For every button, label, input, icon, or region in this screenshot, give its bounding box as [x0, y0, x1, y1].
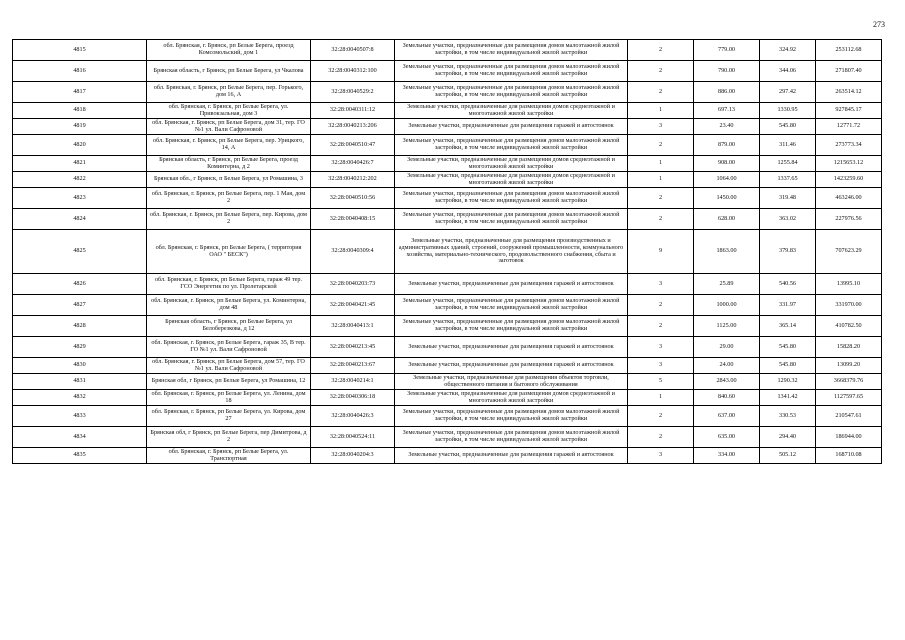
row-specific-value: 331.97 — [760, 295, 816, 316]
row-area: 2843.00 — [694, 374, 760, 390]
row-specific-value: 1330.95 — [760, 103, 816, 119]
row-number: 4827 — [13, 295, 147, 316]
row-specific-value: 330.53 — [760, 406, 816, 427]
row-group-code: 2 — [628, 135, 694, 156]
row-area: 1450.00 — [694, 188, 760, 209]
row-land-use-category: Земельные участки, предназначенные для размещения домов малоэтажной жилой застройки, в том числе индивидуальной жилой застройки — [395, 188, 628, 209]
row-land-use-category: Земельные участки, предназначенные для размещения домов малоэтажной жилой застройки, в том числе индивидуальной жилой застройки — [395, 406, 628, 427]
cadastral-value-table — [12, 39, 882, 464]
table-row — [13, 82, 882, 103]
row-specific-value: 363.02 — [760, 209, 816, 230]
row-cadastral-number: 32:28:0040312:100 — [311, 61, 395, 82]
table-row — [13, 374, 882, 390]
row-land-use-category: Земельные участки, предназначенные для размещения гаражей и автостоянок — [395, 358, 628, 374]
row-cadastral-value: 186944.00 — [816, 427, 882, 448]
row-area: 628.00 — [694, 209, 760, 230]
row-cadastral-value: 273773.34 — [816, 135, 882, 156]
row-group-code: 3 — [628, 448, 694, 464]
row-address: Брянская обл, г Брянск, рп Белые Берега, ул Ромашина, 12 — [147, 374, 311, 390]
row-cadastral-number: 32:28:0040421:45 — [311, 295, 395, 316]
row-cadastral-value: 1215653.12 — [816, 156, 882, 172]
row-group-code: 2 — [628, 40, 694, 61]
row-address: обл. Брянская, г. Брянск, рп Белые Берега, ул. Привокзальная, дом 3 — [147, 103, 311, 119]
row-group-code: 3 — [628, 119, 694, 135]
row-number: 4815 — [13, 40, 147, 61]
row-specific-value: 294.40 — [760, 427, 816, 448]
row-cadastral-value: 271807.40 — [816, 61, 882, 82]
row-cadastral-number: 32:28:0040311:12 — [311, 103, 395, 119]
row-land-use-category: Земельные участки, предназначенные для размещения домов среднеэтажной и многоэтажной жилой застройки — [395, 156, 628, 172]
row-cadastral-number: 32:28:0040213:206 — [311, 119, 395, 135]
row-cadastral-value: 3668379.76 — [816, 374, 882, 390]
row-number: 4828 — [13, 316, 147, 337]
row-area: 1125.00 — [694, 316, 760, 337]
table-body — [13, 40, 882, 464]
row-number: 4821 — [13, 156, 147, 172]
row-cadastral-value: 1127597.65 — [816, 390, 882, 406]
row-cadastral-number: 32:28:0040529:2 — [311, 82, 395, 103]
row-area: 334.00 — [694, 448, 760, 464]
row-area: 779.00 — [694, 40, 760, 61]
row-group-code: 2 — [628, 406, 694, 427]
row-cadastral-number: 32:28:0040306:18 — [311, 390, 395, 406]
table-row — [13, 188, 882, 209]
table-row — [13, 448, 882, 464]
row-land-use-category: Земельные участки, предназначенные для размещения домов малоэтажной жилой застройки, в том числе индивидуальной жилой застройки — [395, 40, 628, 61]
row-specific-value: 545.80 — [760, 358, 816, 374]
row-land-use-category: Земельные участки, предназначенные для размещения домов малоэтажной жилой застройки, в том числе индивидуальной жилой застройки — [395, 427, 628, 448]
table-row — [13, 274, 882, 295]
row-group-code: 3 — [628, 274, 694, 295]
row-cadastral-value: 168710.08 — [816, 448, 882, 464]
row-area: 24.00 — [694, 358, 760, 374]
row-group-code: 2 — [628, 295, 694, 316]
row-cadastral-number: 32:28:0040213:67 — [311, 358, 395, 374]
row-address: обл. Брянская, г. Брянск, рп Белые Берега, ( территория ОАО " БЕСК") — [147, 230, 311, 274]
row-area: 25.89 — [694, 274, 760, 295]
row-number: 4818 — [13, 103, 147, 119]
row-number: 4825 — [13, 230, 147, 274]
row-area: 908.00 — [694, 156, 760, 172]
row-number: 4830 — [13, 358, 147, 374]
row-address: Брянская обл, г Брянск, рп Белые Берега, пер Димитрова, д 2 — [147, 427, 311, 448]
row-land-use-category: Земельные участки, предназначенные для размещения домов малоэтажной жилой застройки, в том числе индивидуальной жилой застройки — [395, 316, 628, 337]
table-row — [13, 172, 882, 188]
page-number: 273 — [873, 20, 885, 29]
table-row — [13, 427, 882, 448]
row-number: 4835 — [13, 448, 147, 464]
row-cadastral-number: 32:28:0040510:56 — [311, 188, 395, 209]
row-group-code: 9 — [628, 230, 694, 274]
row-address: обл. Брянская, г. Брянск, рп Белые Берега, пер. Урицкого, 14, А — [147, 135, 311, 156]
row-specific-value: 1255.84 — [760, 156, 816, 172]
row-cadastral-number: 32:28:0040426:3 — [311, 406, 395, 427]
row-number: 4831 — [13, 374, 147, 390]
row-group-code: 3 — [628, 358, 694, 374]
row-specific-value: 540.56 — [760, 274, 816, 295]
row-cadastral-value: 13099.20 — [816, 358, 882, 374]
table-row — [13, 40, 882, 61]
row-group-code: 1 — [628, 156, 694, 172]
table-row — [13, 209, 882, 230]
row-cadastral-number: 32:28:0040212:202 — [311, 172, 395, 188]
row-specific-value: 365.14 — [760, 316, 816, 337]
row-cadastral-number: 32:28:0040408:15 — [311, 209, 395, 230]
row-area: 635.00 — [694, 427, 760, 448]
row-land-use-category: Земельные участки, предназначенные для размещения домов малоэтажной жилой застройки, в том числе индивидуальной жилой застройки — [395, 135, 628, 156]
row-group-code: 1 — [628, 172, 694, 188]
row-address: обл. Брянская, г. Брянск, рп Белые Берега, ул. Кирова, дом 27 — [147, 406, 311, 427]
row-group-code: 2 — [628, 82, 694, 103]
table-row — [13, 103, 882, 119]
row-cadastral-number: 32:28:0040309:4 — [311, 230, 395, 274]
row-number: 4820 — [13, 135, 147, 156]
row-cadastral-value: 227976.56 — [816, 209, 882, 230]
row-cadastral-value: 253112.68 — [816, 40, 882, 61]
row-cadastral-value: 927845.17 — [816, 103, 882, 119]
row-land-use-category: Земельные участки, предназначенные для размещения гаражей и автостоянок — [395, 119, 628, 135]
row-cadastral-number: 32:28:0040203:73 — [311, 274, 395, 295]
row-address: обл. Брянская, г. Брянск, рп Белые Берега, проезд Комсомольский, дом 1 — [147, 40, 311, 61]
row-address: обл. Брянская, г. Брянск, рп Белые Берега, дом 31, тер. ГО №1 ул. Вали Сафроновой — [147, 119, 311, 135]
row-cadastral-number: 32:28:0040413:1 — [311, 316, 395, 337]
row-specific-value: 545.80 — [760, 337, 816, 358]
row-address: обл. Брянская, г. Брянск, рп Белые Берега, ул. Транспортная — [147, 448, 311, 464]
row-address: Брянская область, г Брянск, рп Белые Берега, ул Чкалова — [147, 61, 311, 82]
row-cadastral-value: 707623.29 — [816, 230, 882, 274]
row-group-code: 2 — [628, 188, 694, 209]
table-row — [13, 230, 882, 274]
row-land-use-category: Земельные участки, предназначенные для размещения домов среднеэтажной и многоэтажной жилой застройки — [395, 390, 628, 406]
table-row — [13, 135, 882, 156]
row-specific-value: 545.80 — [760, 119, 816, 135]
table-row — [13, 156, 882, 172]
row-cadastral-value: 12771.72 — [816, 119, 882, 135]
row-number: 4823 — [13, 188, 147, 209]
table-row — [13, 316, 882, 337]
row-specific-value: 324.92 — [760, 40, 816, 61]
row-number: 4834 — [13, 427, 147, 448]
row-number: 4817 — [13, 82, 147, 103]
row-number: 4833 — [13, 406, 147, 427]
row-number: 4832 — [13, 390, 147, 406]
row-specific-value: 319.48 — [760, 188, 816, 209]
row-group-code: 3 — [628, 337, 694, 358]
row-cadastral-value: 15828.20 — [816, 337, 882, 358]
row-area: 29.00 — [694, 337, 760, 358]
row-number: 4824 — [13, 209, 147, 230]
row-address: Брянская область, г Брянск, рп Белые Берега, проезд Коминтерна, д 2 — [147, 156, 311, 172]
row-number: 4819 — [13, 119, 147, 135]
row-area: 790.00 — [694, 61, 760, 82]
row-address: обл. Брянская, г. Брянск, рп Белые Берега, гараж 35, В тер. ГО №1 ул. Вали Сафроновой — [147, 337, 311, 358]
row-group-code: 2 — [628, 61, 694, 82]
table-row — [13, 406, 882, 427]
row-specific-value: 1337.65 — [760, 172, 816, 188]
row-number: 4816 — [13, 61, 147, 82]
row-specific-value: 379.83 — [760, 230, 816, 274]
row-area: 697.13 — [694, 103, 760, 119]
row-cadastral-number: 32:28:0040507:8 — [311, 40, 395, 61]
row-number: 4826 — [13, 274, 147, 295]
row-land-use-category: Земельные участки, предназначенные для размещения производственных и административных зданий, строений, сооружений промышленности, коммунального хозяйства, материально-технического, продовольственного снабжения, сбыта и заготовок — [395, 230, 628, 274]
row-address: обл. Брянская, г. Брянск, рп Белые Берега, пер. 1 Мая, дом 2 — [147, 188, 311, 209]
row-address: обл. Брянская, г. Брянск, рп Белые Берега, гараж 49 тер. ГСО Энергетик по ул. Пролетарской — [147, 274, 311, 295]
row-land-use-category: Земельные участки, предназначенные для размещения домов малоэтажной жилой застройки, в том числе индивидуальной жилой застройки — [395, 61, 628, 82]
row-address: обл. Брянская, г. Брянск, рп Белые Берега, пер. Кирова, дом 2 — [147, 209, 311, 230]
row-address: обл. Брянская, г. Брянск, рп Белые Берега, ул. Коминтерна, дом 48 — [147, 295, 311, 316]
table-row — [13, 390, 882, 406]
row-area: 1000.00 — [694, 295, 760, 316]
row-group-code: 1 — [628, 390, 694, 406]
row-land-use-category: Земельные участки, предназначенные для размещения гаражей и автостоянок — [395, 274, 628, 295]
table-row — [13, 119, 882, 135]
row-area: 879.00 — [694, 135, 760, 156]
row-area: 840.60 — [694, 390, 760, 406]
row-cadastral-number: 32:28:0040214:1 — [311, 374, 395, 390]
row-land-use-category: Земельные участки, предназначенные для размещения домов малоэтажной жилой застройки, в том числе индивидуальной жилой застройки — [395, 209, 628, 230]
row-specific-value: 297.42 — [760, 82, 816, 103]
row-group-code: 5 — [628, 374, 694, 390]
table-row — [13, 358, 882, 374]
row-area: 1863.00 — [694, 230, 760, 274]
row-land-use-category: Земельные участки, предназначенные для размещения гаражей и автостоянок — [395, 448, 628, 464]
row-cadastral-value: 1423259.60 — [816, 172, 882, 188]
row-address: обл. Брянская, г. Брянск, рп Белые Берега, ул. Ленина, дом 18 — [147, 390, 311, 406]
table-row — [13, 295, 882, 316]
row-cadastral-value: 13995.10 — [816, 274, 882, 295]
row-group-code: 2 — [628, 427, 694, 448]
row-area: 1064.00 — [694, 172, 760, 188]
row-group-code: 2 — [628, 316, 694, 337]
table-row — [13, 337, 882, 358]
row-cadastral-value: 263514.12 — [816, 82, 882, 103]
row-area: 886.00 — [694, 82, 760, 103]
row-cadastral-value: 210547.61 — [816, 406, 882, 427]
row-land-use-category: Земельные участки, предназначенные для размещения объектов торговли, общественного питания и бытового обслуживания — [395, 374, 628, 390]
row-address: Брянская область, г Брянск, рп Белые Берега, ул Белоберезкова, д 12 — [147, 316, 311, 337]
row-specific-value: 311.46 — [760, 135, 816, 156]
row-area: 637.00 — [694, 406, 760, 427]
row-land-use-category: Земельные участки, предназначенные для размещения гаражей и автостоянок — [395, 337, 628, 358]
row-cadastral-number: 32:28:0040524:11 — [311, 427, 395, 448]
row-cadastral-value: 463246.00 — [816, 188, 882, 209]
row-land-use-category: Земельные участки, предназначенные для размещения домов среднеэтажной и многоэтажной жилой застройки — [395, 103, 628, 119]
row-cadastral-number: 32:28:0040204:3 — [311, 448, 395, 464]
row-address: обл. Брянская, г. Брянск, рп Белые Берега, дом 57, тер. ГО №1 ул. Вали Сафроновой — [147, 358, 311, 374]
row-land-use-category: Земельные участки, предназначенные для размещения домов малоэтажной жилой застройки, в том числе индивидуальной жилой застройки — [395, 82, 628, 103]
row-specific-value: 344.06 — [760, 61, 816, 82]
row-group-code: 2 — [628, 209, 694, 230]
row-area: 23.40 — [694, 119, 760, 135]
row-land-use-category: Земельные участки, предназначенные для размещения домов среднеэтажной и многоэтажной жилой застройки — [395, 172, 628, 188]
row-cadastral-value: 410782.50 — [816, 316, 882, 337]
row-cadastral-number: 32:28:0040510:47 — [311, 135, 395, 156]
row-address: Брянская обл., г Брянск, п Белые Берега, ул Ромашина, 3 — [147, 172, 311, 188]
row-cadastral-number: 32:28:0040426:7 — [311, 156, 395, 172]
row-specific-value: 1290.32 — [760, 374, 816, 390]
row-land-use-category: Земельные участки, предназначенные для размещения домов малоэтажной жилой застройки, в том числе индивидуальной жилой застройки — [395, 295, 628, 316]
row-cadastral-number: 32:28:0040213:45 — [311, 337, 395, 358]
row-number: 4829 — [13, 337, 147, 358]
row-specific-value: 1341.42 — [760, 390, 816, 406]
row-address: обл. Брянская, г. Брянск, рп Белые Берега, пер. Горького, дом 16, А — [147, 82, 311, 103]
row-specific-value: 505.12 — [760, 448, 816, 464]
row-cadastral-value: 331970.00 — [816, 295, 882, 316]
row-number: 4822 — [13, 172, 147, 188]
row-group-code: 1 — [628, 103, 694, 119]
table-row — [13, 61, 882, 82]
